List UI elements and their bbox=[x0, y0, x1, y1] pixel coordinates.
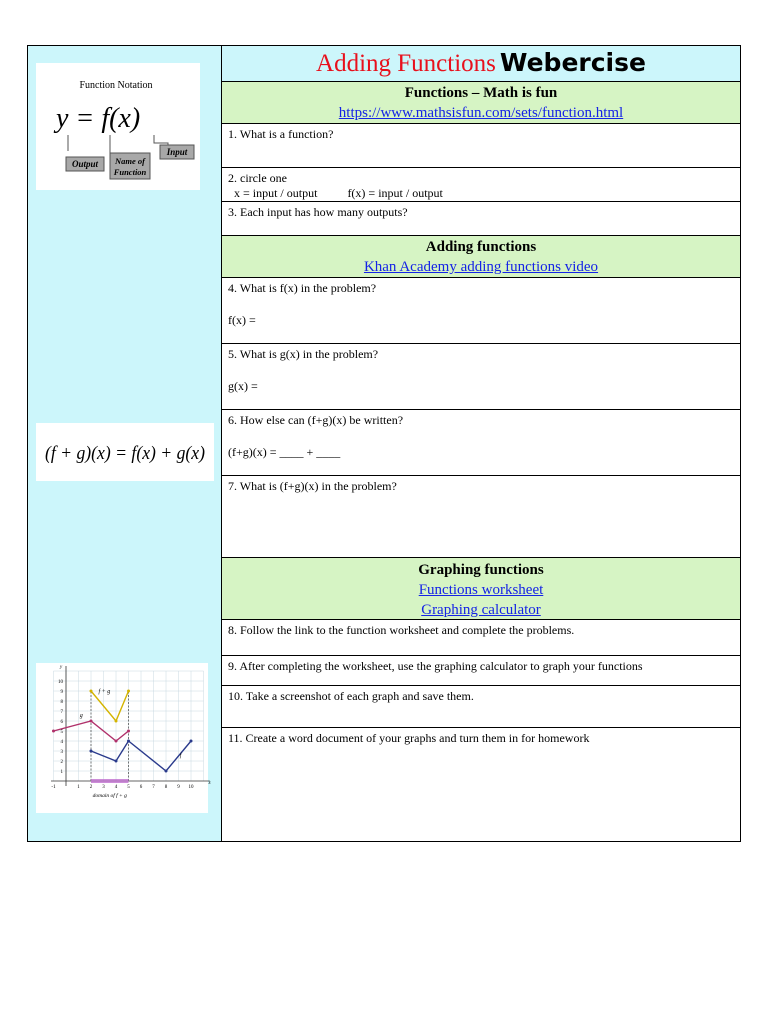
question-6-answer[interactable]: (f+g)(x) = ____ + ____ bbox=[228, 445, 341, 459]
x-tick-label: 5 bbox=[127, 785, 130, 790]
question-4-text: 4. What is f(x) in the problem? bbox=[228, 281, 377, 295]
khan-academy-link[interactable]: Khan Academy adding functions video bbox=[363, 259, 599, 275]
graph-point bbox=[127, 690, 130, 693]
x-tick-label: 4 bbox=[114, 785, 118, 790]
question-7 bbox=[222, 476, 740, 558]
domain-label: domain of f + g bbox=[92, 793, 127, 799]
section-functions-header bbox=[222, 82, 740, 124]
question-1-text: 1. What is a function? bbox=[228, 127, 334, 141]
sum-formula: (f + g)(x) = f(x) + g(x) bbox=[45, 443, 205, 464]
question-11-text: 11. Create a word document of your graphs and turn them in for homework bbox=[228, 731, 590, 745]
question-8-text: 8. Follow the link to the function worksheet and complete the problems. bbox=[228, 623, 575, 637]
y-tick-label: 8 bbox=[60, 700, 63, 705]
page-title bbox=[222, 46, 740, 82]
functions-worksheet-link[interactable]: Functions worksheet bbox=[418, 582, 544, 598]
question-5 bbox=[222, 344, 740, 410]
question-3-text: 3. Each input has how many outputs? bbox=[228, 205, 408, 219]
question-2 bbox=[222, 168, 740, 202]
fg-label: f + g bbox=[98, 689, 111, 695]
x-tick-label: 3 bbox=[102, 785, 105, 790]
question-5-answer[interactable]: g(x) = bbox=[228, 379, 258, 393]
question-9 bbox=[222, 656, 740, 686]
y-tick-label: 6 bbox=[60, 720, 63, 725]
g-label: g bbox=[79, 713, 83, 719]
mathsisfun-link[interactable]: https://www.mathsisfun.com/sets/function.html bbox=[338, 105, 624, 121]
worksheet-frame bbox=[27, 45, 741, 842]
x-tick-label: 2 bbox=[89, 785, 93, 790]
graph-point bbox=[165, 770, 168, 773]
y-tick-label: 2 bbox=[60, 760, 63, 765]
notation-caption: Function Notation bbox=[79, 80, 153, 91]
question-2-option-2[interactable]: f(x) = input / output bbox=[347, 186, 443, 200]
f-label: f bbox=[179, 753, 182, 759]
domain-bar bbox=[91, 779, 129, 783]
notation-output-label: Output bbox=[71, 159, 99, 169]
question-11 bbox=[222, 728, 740, 841]
graph-point bbox=[90, 690, 93, 693]
notation-input-label: Input bbox=[166, 147, 188, 157]
section-adding-header bbox=[222, 236, 740, 278]
notation-name-label-2: Function bbox=[113, 167, 147, 177]
graph-point bbox=[115, 760, 118, 763]
x-axis-label: x bbox=[208, 781, 211, 786]
section-graphing-heading: Graphing functions bbox=[418, 562, 544, 578]
question-2-option-1[interactable]: x = input / output bbox=[234, 186, 318, 200]
question-4 bbox=[222, 278, 740, 344]
question-3 bbox=[222, 202, 740, 236]
x-tick-label: -1 bbox=[51, 785, 56, 790]
question-5-text: 5. What is g(x) in the problem? bbox=[228, 347, 379, 361]
y-axis-label: y bbox=[60, 665, 63, 670]
question-10-text: 10. Take a screenshot of each graph and save them. bbox=[228, 689, 474, 703]
sum-formula-image bbox=[36, 423, 214, 481]
question-6-text: 6. How else can (f+g)(x) be written? bbox=[228, 413, 404, 427]
graphing-calculator-link[interactable]: Graphing calculator bbox=[421, 602, 541, 618]
y-tick-label: 4 bbox=[60, 740, 63, 745]
image-column bbox=[28, 46, 222, 841]
section-graphing-header bbox=[222, 558, 740, 620]
y-tick-label: 5 bbox=[60, 730, 63, 735]
notation-formula: y = f(x) bbox=[56, 103, 141, 134]
question-9-text: 9. After completing the worksheet, use the graphing calculator to graph your functions bbox=[228, 659, 643, 673]
y-tick-label: 1 bbox=[60, 770, 63, 775]
function-graph-image bbox=[36, 663, 211, 813]
title-part-2: Webercise bbox=[499, 48, 646, 77]
y-tick-label: 3 bbox=[60, 750, 63, 755]
question-7-text: 7. What is (f+g)(x) in the problem? bbox=[228, 479, 397, 493]
section-functions-heading: Functions – Math is fun bbox=[404, 85, 558, 101]
question-10 bbox=[222, 686, 740, 728]
y-tick-label: 10 bbox=[58, 680, 63, 685]
graph-point bbox=[115, 740, 118, 743]
notation-name-label-1: Name of bbox=[115, 156, 145, 166]
question-2-text: 2. circle one bbox=[228, 171, 287, 185]
content-column bbox=[222, 46, 740, 841]
graph-point bbox=[115, 720, 118, 723]
graph-point bbox=[190, 740, 193, 743]
section-adding-heading: Adding functions bbox=[425, 239, 537, 255]
title-part-1: Adding Functions bbox=[316, 50, 496, 77]
x-tick-label: 7 bbox=[152, 785, 155, 790]
question-8 bbox=[222, 620, 740, 656]
x-tick-label: 1 bbox=[77, 785, 80, 790]
function-notation-image bbox=[36, 63, 200, 190]
y-tick-label: 9 bbox=[60, 690, 63, 695]
question-1 bbox=[222, 124, 740, 168]
graph-point bbox=[127, 730, 130, 733]
graph-point bbox=[127, 740, 130, 743]
x-tick-label: 8 bbox=[164, 785, 168, 790]
question-4-answer[interactable]: f(x) = bbox=[228, 313, 256, 327]
question-6 bbox=[222, 410, 740, 476]
x-tick-label: 6 bbox=[139, 785, 143, 790]
x-tick-label: 9 bbox=[177, 785, 180, 790]
graph-point bbox=[90, 720, 93, 723]
graph-point bbox=[52, 730, 55, 733]
fg-series-line bbox=[91, 691, 129, 721]
x-tick-label: 10 bbox=[188, 785, 194, 790]
y-tick-label: 7 bbox=[60, 710, 63, 715]
graph-point bbox=[90, 750, 93, 753]
